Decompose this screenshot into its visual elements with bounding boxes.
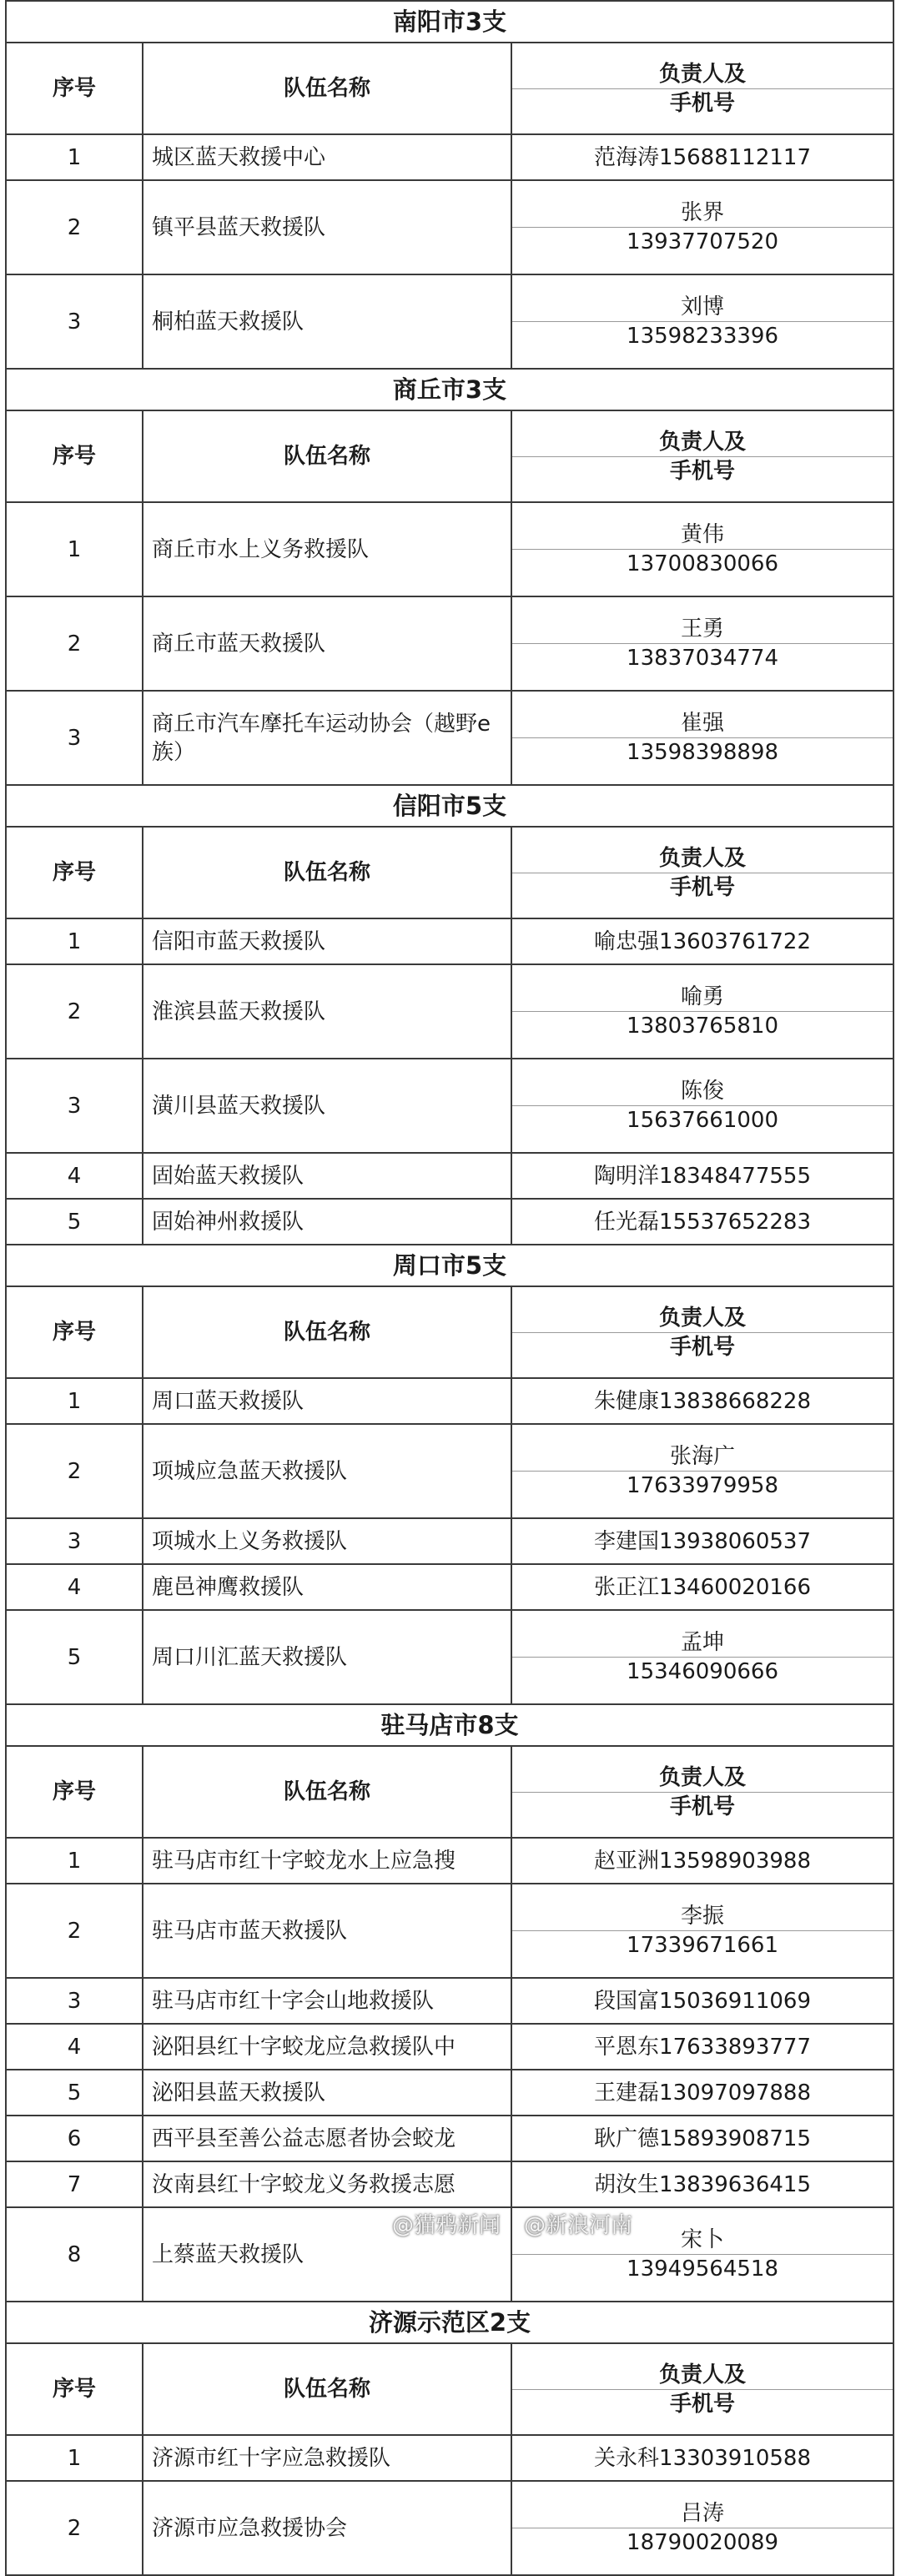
- contact-name: 崔强: [681, 711, 725, 736]
- table-row: [6, 596, 893, 691]
- team-name: 固始蓝天救援队: [143, 1153, 511, 1199]
- header-team: 队伍名称: [143, 1746, 511, 1838]
- header-contact-line1: 负责人及: [659, 61, 747, 87]
- contact-phone: 18790020089: [512, 2528, 893, 2557]
- contact-name: 王勇: [681, 616, 725, 641]
- header-team: 队伍名称: [143, 43, 511, 134]
- team-name: 信阳市蓝天救援队: [143, 918, 511, 964]
- row-number: 2: [6, 180, 143, 274]
- team-name: 镇平县蓝天救援队: [143, 180, 511, 274]
- header-row: [6, 1746, 893, 1838]
- watermark-left-text: @猫鸦新闻: [392, 2212, 501, 2238]
- contact-name: 刘博: [681, 294, 725, 319]
- header-contact-line2: 手机号: [512, 873, 893, 902]
- header-contact: [511, 1286, 893, 1378]
- header-contact: [511, 410, 893, 502]
- header-contact-stack: [512, 428, 893, 486]
- header-row: [6, 827, 893, 918]
- section-title: 周口市5支: [6, 1245, 893, 1286]
- contact-combined: 朱健康13838668228: [511, 1378, 893, 1424]
- contact-cell: [511, 2481, 893, 2575]
- row-number: 8: [6, 2207, 143, 2302]
- team-name: 商丘市水上义务救援队: [143, 502, 511, 596]
- header-contact-line2: 手机号: [512, 1332, 893, 1361]
- contact-combined: 喻忠强13603761722: [511, 918, 893, 964]
- team-name: 泌阳县红十字蛟龙应急救援队中: [143, 2024, 511, 2070]
- section-title-row: [6, 369, 893, 410]
- contact-combined: 平恩东17633893777: [511, 2024, 893, 2070]
- contact-name: 李振: [681, 1904, 725, 1929]
- row-number: 5: [6, 1610, 143, 1704]
- contact-stack: [512, 1077, 893, 1135]
- contact-name: 宋卜: [681, 2227, 725, 2252]
- contact-combined: 王建磊13097097888: [511, 2070, 893, 2116]
- contact-name: 陈俊: [681, 1079, 725, 1104]
- contact-combined: 段国富15036911069: [511, 1978, 893, 2024]
- header-contact-stack: [512, 1304, 893, 1361]
- team-name: 鹿邑神鹰救援队: [143, 1564, 511, 1610]
- header-contact-line1: 负责人及: [659, 1764, 747, 1790]
- header-contact-line1: 负责人及: [659, 429, 747, 455]
- rescue-team-table: [5, 0, 894, 2576]
- section-title: 信阳市5支: [6, 785, 893, 827]
- header-team: 队伍名称: [143, 827, 511, 918]
- team-name: 商丘市汽车摩托车运动协会（越野e族）: [143, 691, 511, 785]
- team-name: 驻马店市蓝天救援队: [143, 1884, 511, 1978]
- header-contact: [511, 1746, 893, 1838]
- contact-cell: [511, 1059, 893, 1153]
- header-no: 序号: [6, 410, 143, 502]
- header-contact-line2: 手机号: [512, 88, 893, 118]
- contact-phone: 13803765810: [512, 1011, 893, 1040]
- row-number: 1: [6, 2435, 143, 2481]
- header-contact-line1: 负责人及: [659, 2362, 747, 2387]
- header-contact: [511, 827, 893, 918]
- row-number: 1: [6, 1378, 143, 1424]
- contact-cell: [511, 596, 893, 691]
- contact-combined: 李建国13938060537: [511, 1518, 893, 1564]
- team-name: 淮滨县蓝天救援队: [143, 964, 511, 1059]
- header-contact: [511, 2343, 893, 2435]
- contact-combined: 赵亚洲13598903988: [511, 1838, 893, 1884]
- section-title-row: [6, 2302, 893, 2343]
- contact-stack: [512, 293, 893, 350]
- team-name: 固始神州救援队: [143, 1199, 511, 1245]
- team-name: 项城水上义务救援队: [143, 1518, 511, 1564]
- row-number: 4: [6, 2024, 143, 2070]
- team-name: 项城应急蓝天救援队: [143, 1424, 511, 1518]
- contact-stack: [512, 615, 893, 672]
- contact-combined: 胡汝生13839636415: [511, 2161, 893, 2207]
- team-name: 上蔡蓝天救援队: [143, 2207, 511, 2302]
- header-team: 队伍名称: [143, 2343, 511, 2435]
- table-row: [6, 2481, 893, 2575]
- contact-cell: [511, 1610, 893, 1704]
- section-title-row: [6, 1245, 893, 1286]
- watermark-right-text: @新浪河南: [524, 2212, 633, 2238]
- table-row: [6, 1518, 893, 1564]
- row-number: 3: [6, 274, 143, 369]
- section-title: 商丘市3支: [6, 369, 893, 410]
- contact-phone: 17633979958: [512, 1471, 893, 1500]
- contact-name: 黄伟: [681, 522, 725, 547]
- section-title-row: [6, 1, 893, 43]
- rescue-team-document: [5, 0, 893, 2576]
- contact-combined: 张正江13460020166: [511, 1564, 893, 1610]
- contact-phone: 13598233396: [512, 321, 893, 350]
- rescue-team-table-body: [6, 1, 893, 2575]
- header-team: 队伍名称: [143, 410, 511, 502]
- table-row: [6, 1610, 893, 1704]
- contact-combined: 陶明洋18348477555: [511, 1153, 893, 1199]
- team-name: 商丘市蓝天救援队: [143, 596, 511, 691]
- header-row: [6, 43, 893, 134]
- header-contact-line1: 负责人及: [659, 845, 747, 871]
- table-row: [6, 1424, 893, 1518]
- team-name: 驻马店市红十字会山地救援队: [143, 1978, 511, 2024]
- table-row: [6, 2116, 893, 2161]
- section-title-row: [6, 1704, 893, 1746]
- row-number: 7: [6, 2161, 143, 2207]
- contact-name: 喻勇: [681, 984, 725, 1009]
- contact-stack: [512, 1902, 893, 1960]
- table-row: [6, 1978, 893, 2024]
- team-name: 西平县至善公益志愿者协会蛟龙: [143, 2116, 511, 2161]
- contact-name: 吕涛: [681, 2501, 725, 2526]
- contact-stack: [512, 521, 893, 578]
- contact-cell: [511, 180, 893, 274]
- section-title: 南阳市3支: [6, 1, 893, 43]
- table-row: [6, 1378, 893, 1424]
- table-row: [6, 1199, 893, 1245]
- row-number: 1: [6, 134, 143, 180]
- header-contact-line2: 手机号: [512, 2389, 893, 2418]
- row-number: 5: [6, 1199, 143, 1245]
- table-row: [6, 2161, 893, 2207]
- header-no: 序号: [6, 827, 143, 918]
- team-name: 周口川汇蓝天救援队: [143, 1610, 511, 1704]
- contact-phone: 13837034774: [512, 643, 893, 672]
- section-title: 驻马店市8支: [6, 1704, 893, 1746]
- header-row: [6, 1286, 893, 1378]
- row-number: 1: [6, 918, 143, 964]
- header-contact-stack: [512, 1763, 893, 1821]
- table-row: [6, 2435, 893, 2481]
- table-row: [6, 1884, 893, 1978]
- watermark: [392, 2202, 893, 2244]
- table-row: [6, 2024, 893, 2070]
- contact-combined: 耿广德15893908715: [511, 2116, 893, 2161]
- header-no: 序号: [6, 43, 143, 134]
- row-number: 2: [6, 2481, 143, 2575]
- contact-cell: [511, 502, 893, 596]
- contact-combined: 范海涛15688112117: [511, 134, 893, 180]
- contact-name: 张海广: [670, 1444, 736, 1469]
- header-contact-line2: 手机号: [512, 1792, 893, 1821]
- contact-phone: 17339671661: [512, 1930, 893, 1960]
- contact-phone: 13598398898: [512, 737, 893, 767]
- contact-combined: 关永科13303910588: [511, 2435, 893, 2481]
- contact-name: 张界: [681, 200, 725, 225]
- contact-phone: 15637661000: [512, 1105, 893, 1135]
- section-title-row: [6, 785, 893, 827]
- contact-cell: [511, 274, 893, 369]
- contact-phone: 13949564518: [512, 2254, 893, 2283]
- contact-cell: [511, 1424, 893, 1518]
- row-number: 4: [6, 1153, 143, 1199]
- row-number: 2: [6, 964, 143, 1059]
- team-name: 驻马店市红十字蛟龙水上应急搜: [143, 1838, 511, 1884]
- team-name: 周口蓝天救援队: [143, 1378, 511, 1424]
- table-row: [6, 1153, 893, 1199]
- table-row: [6, 964, 893, 1059]
- header-contact-line2: 手机号: [512, 456, 893, 486]
- contact-stack: [512, 1442, 893, 1500]
- table-row: [6, 180, 893, 274]
- row-number: 5: [6, 2070, 143, 2116]
- header-row: [6, 2343, 893, 2435]
- header-row: [6, 410, 893, 502]
- contact-stack: [512, 199, 893, 256]
- contact-stack: [512, 709, 893, 767]
- contact-phone: 15346090666: [512, 1657, 893, 1686]
- row-number: 2: [6, 596, 143, 691]
- contact-combined: 任光磊15537652283: [511, 1199, 893, 1245]
- team-name: 桐柏蓝天救援队: [143, 274, 511, 369]
- table-row: [6, 1059, 893, 1153]
- header-contact-stack: [512, 60, 893, 118]
- table-row: [6, 691, 893, 785]
- contact-phone: 13700830066: [512, 549, 893, 578]
- table-row: [6, 2070, 893, 2116]
- team-name: 潢川县蓝天救援队: [143, 1059, 511, 1153]
- row-number: 1: [6, 502, 143, 596]
- table-row: [6, 1838, 893, 1884]
- header-no: 序号: [6, 1286, 143, 1378]
- header-contact: [511, 43, 893, 134]
- team-name: 城区蓝天救援中心: [143, 134, 511, 180]
- table-row: [6, 502, 893, 596]
- table-row: [6, 134, 893, 180]
- table-row: [6, 918, 893, 964]
- header-no: 序号: [6, 2343, 143, 2435]
- team-name: 济源市红十字应急救援队: [143, 2435, 511, 2481]
- row-number: 2: [6, 1424, 143, 1518]
- row-number: 3: [6, 1518, 143, 1564]
- header-contact-stack: [512, 844, 893, 902]
- team-name: 汝南县红十字蛟龙义务救援志愿: [143, 2161, 511, 2207]
- row-number: 3: [6, 691, 143, 785]
- contact-cell: [511, 691, 893, 785]
- header-no: 序号: [6, 1746, 143, 1838]
- row-number: 3: [6, 1059, 143, 1153]
- header-contact-line1: 负责人及: [659, 1305, 747, 1331]
- row-number: 4: [6, 1564, 143, 1610]
- table-row: [6, 274, 893, 369]
- row-number: 3: [6, 1978, 143, 2024]
- header-contact-stack: [512, 2361, 893, 2418]
- team-name: 济源市应急救援协会: [143, 2481, 511, 2575]
- row-number: 2: [6, 1884, 143, 1978]
- header-team: 队伍名称: [143, 1286, 511, 1378]
- contact-cell: [511, 964, 893, 1059]
- row-number: 1: [6, 1838, 143, 1884]
- section-title: 济源示范区2支: [6, 2302, 893, 2343]
- row-number: 6: [6, 2116, 143, 2161]
- contact-stack: [512, 983, 893, 1040]
- contact-cell: [511, 1884, 893, 1978]
- team-name: 泌阳县蓝天救援队: [143, 2070, 511, 2116]
- contact-name: 孟坤: [681, 1630, 725, 1655]
- contact-stack: [512, 2499, 893, 2557]
- contact-phone: 13937707520: [512, 227, 893, 256]
- table-row: [6, 1564, 893, 1610]
- contact-stack: [512, 1628, 893, 1686]
